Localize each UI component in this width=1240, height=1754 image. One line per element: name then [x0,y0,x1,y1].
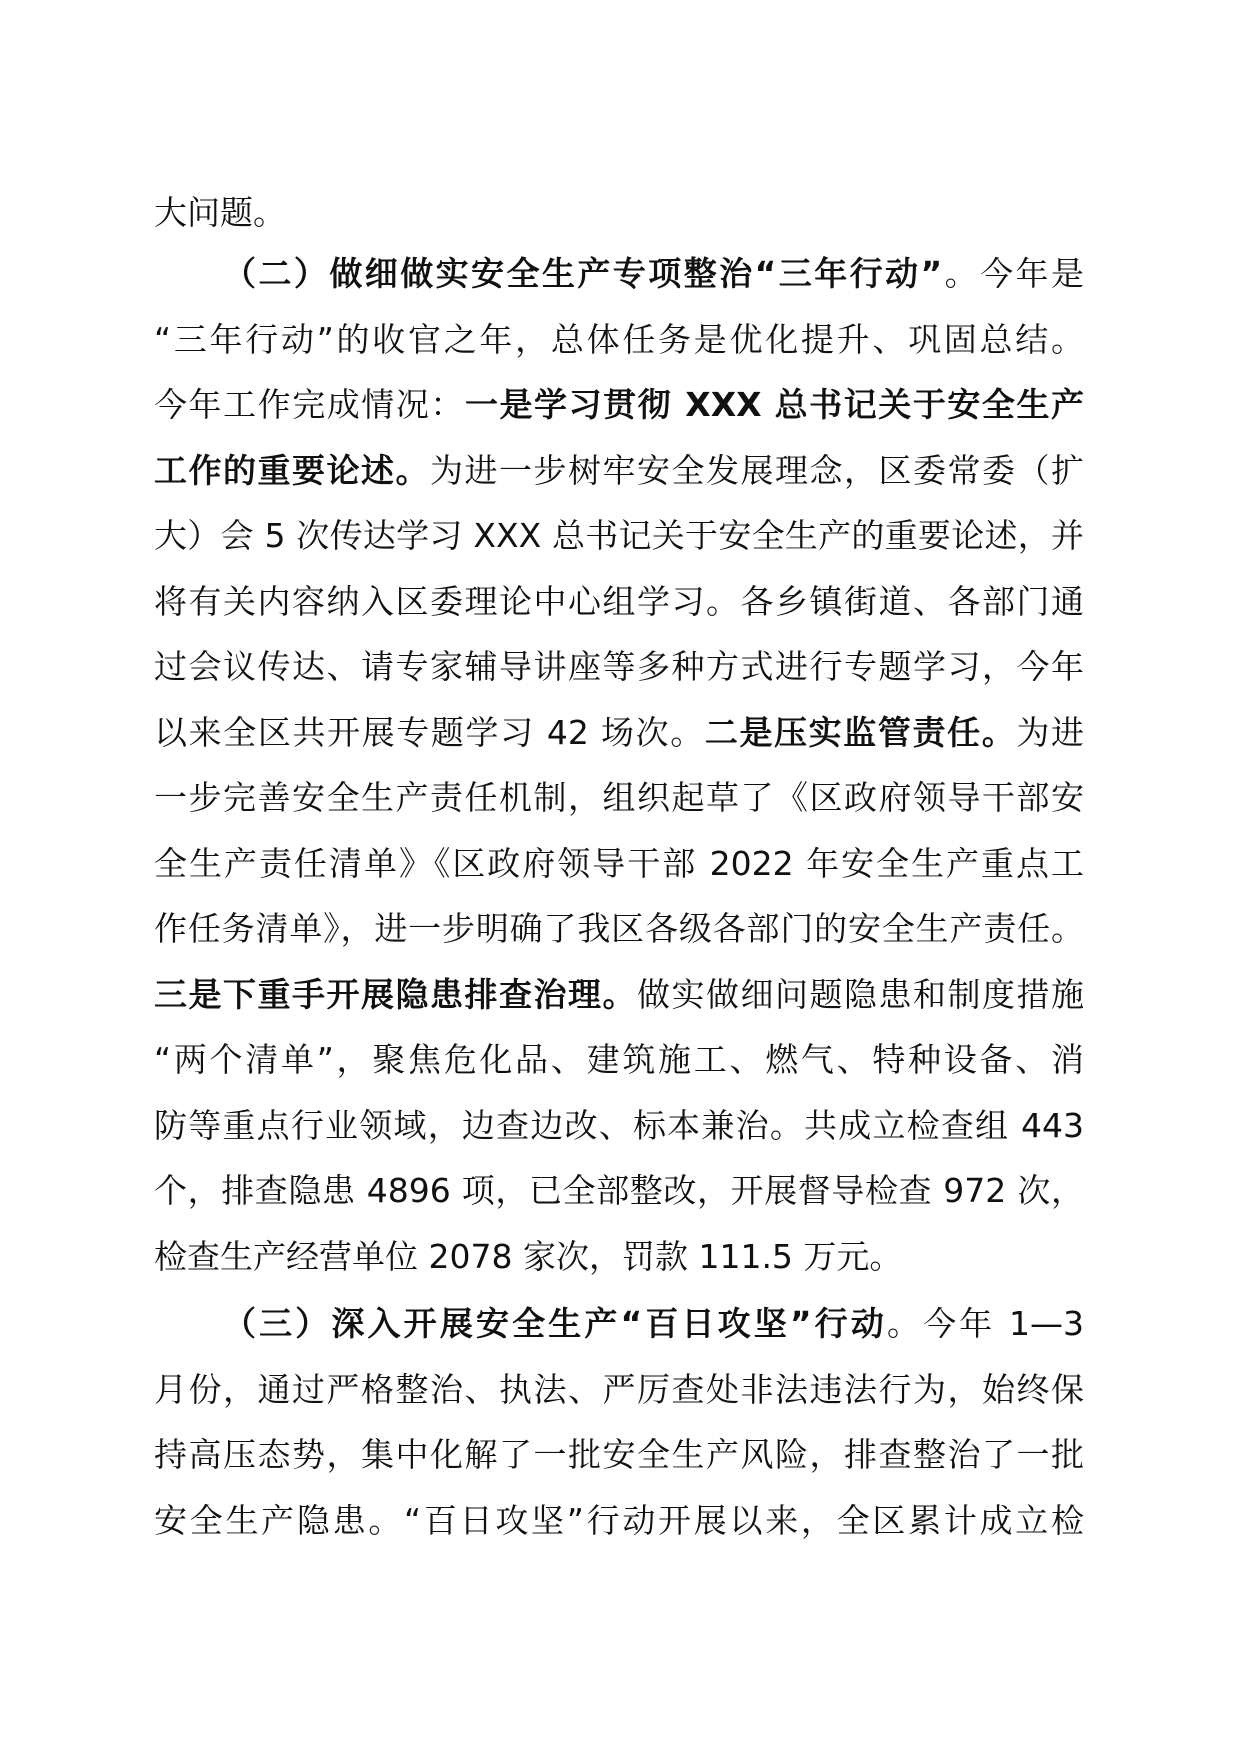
line-15-text: 防等重点行业领域，边查边改、标本兼治。共成立检查组 443 [154,1106,1084,1145]
text-line-14 [154,1038,1084,1082]
text-line-1 [154,191,1084,235]
line-20-text: 持高压态势，集中化解了一批安全生产风险，排查整治了一批 [154,1435,1084,1474]
line-1-text: 大问题。 [154,193,286,232]
line-4-text-a: 今年工作完成情况： [154,385,465,424]
text-line-17 [154,1235,1084,1279]
point-1-heading-cont: 工作的重要论述。 [154,451,430,490]
line-17-text: 检查生产经营单位 2078 家次，罚款 111.5 万元。 [154,1237,903,1276]
text-line-19 [154,1368,1084,1412]
point-1-heading: 一是学习贯彻 XXX 总书记关于安全生产 [464,385,1084,424]
line-5-text: 为进一步树牢安全发展理念，区委常委（扩 [430,451,1084,490]
text-line-12 [154,907,1084,951]
point-2-heading: 二是压实监管责任。 [704,713,1017,752]
section-heading-2 [223,252,1084,296]
line-18-text: 。今年 1—3 [886,1304,1084,1343]
section-heading-2-title: （二）做细做实安全生产专项整治“三年行动” [223,254,943,293]
text-line-4 [154,383,1084,427]
line-9-text-a: 以来全区共开展专题学习 42 场次。 [154,713,705,752]
text-line-13 [154,973,1084,1017]
text-line-11 [154,842,1084,886]
line-10-text: 一步完善安全生产责任机制，组织起草了《区政府领导干部安 [154,778,1084,817]
text-line-16 [154,1169,1084,1213]
text-line-21 [154,1499,1084,1543]
line-9-text-b: 为进 [1016,713,1084,752]
line-16-text: 个，排查隐患 4896 项，已全部整改，开展督导检查 972 次， [154,1171,1084,1210]
line-2-text: 。今年是 [942,254,1084,293]
text-line-8 [154,645,1084,689]
text-line-5 [154,449,1084,493]
text-line-10 [154,776,1084,820]
point-3-heading: 三是下重手开展隐患排查治理。 [154,975,637,1014]
line-19-text: 月份，通过严格整治、执法、严厉查处非法违法行为，始终保 [154,1370,1084,1409]
text-line-6 [154,514,1084,558]
line-3-text: “三年行动”的收官之年，总体任务是优化提升、巩固总结。 [154,320,1084,359]
line-8-text: 过会议传达、请专家辅导讲座等多种方式进行专题学习，今年 [154,647,1084,686]
line-11-text: 全生产责任清单》《区政府领导干部 2022 年安全生产重点工 [154,844,1084,883]
text-line-15 [154,1104,1084,1148]
text-line-9 [154,711,1084,755]
line-6-text: 大）会 5 次传达学习 XXX 总书记关于安全生产的重要论述，并 [154,516,1084,555]
section-heading-3 [223,1302,1084,1346]
text-line-20 [154,1433,1084,1477]
section-heading-3-title: （三）深入开展安全生产“百日攻坚”行动 [223,1304,887,1343]
text-line-7 [154,580,1084,624]
line-12-text: 作任务清单》，进一步明确了我区各级各部门的安全生产责任。 [154,909,1084,948]
text-line-3 [154,318,1084,362]
line-13-text: 做实做细问题隐患和制度措施 [637,975,1084,1014]
line-14-text: “两个清单”，聚焦危化品、建筑施工、燃气、特种设备、消 [154,1040,1084,1079]
line-7-text: 将有关内容纳入区委理论中心组学习。各乡镇街道、各部门通 [154,582,1084,621]
line-21-text: 安全生产隐患。“百日攻坚”行动开展以来，全区累计成立检 [154,1501,1084,1540]
